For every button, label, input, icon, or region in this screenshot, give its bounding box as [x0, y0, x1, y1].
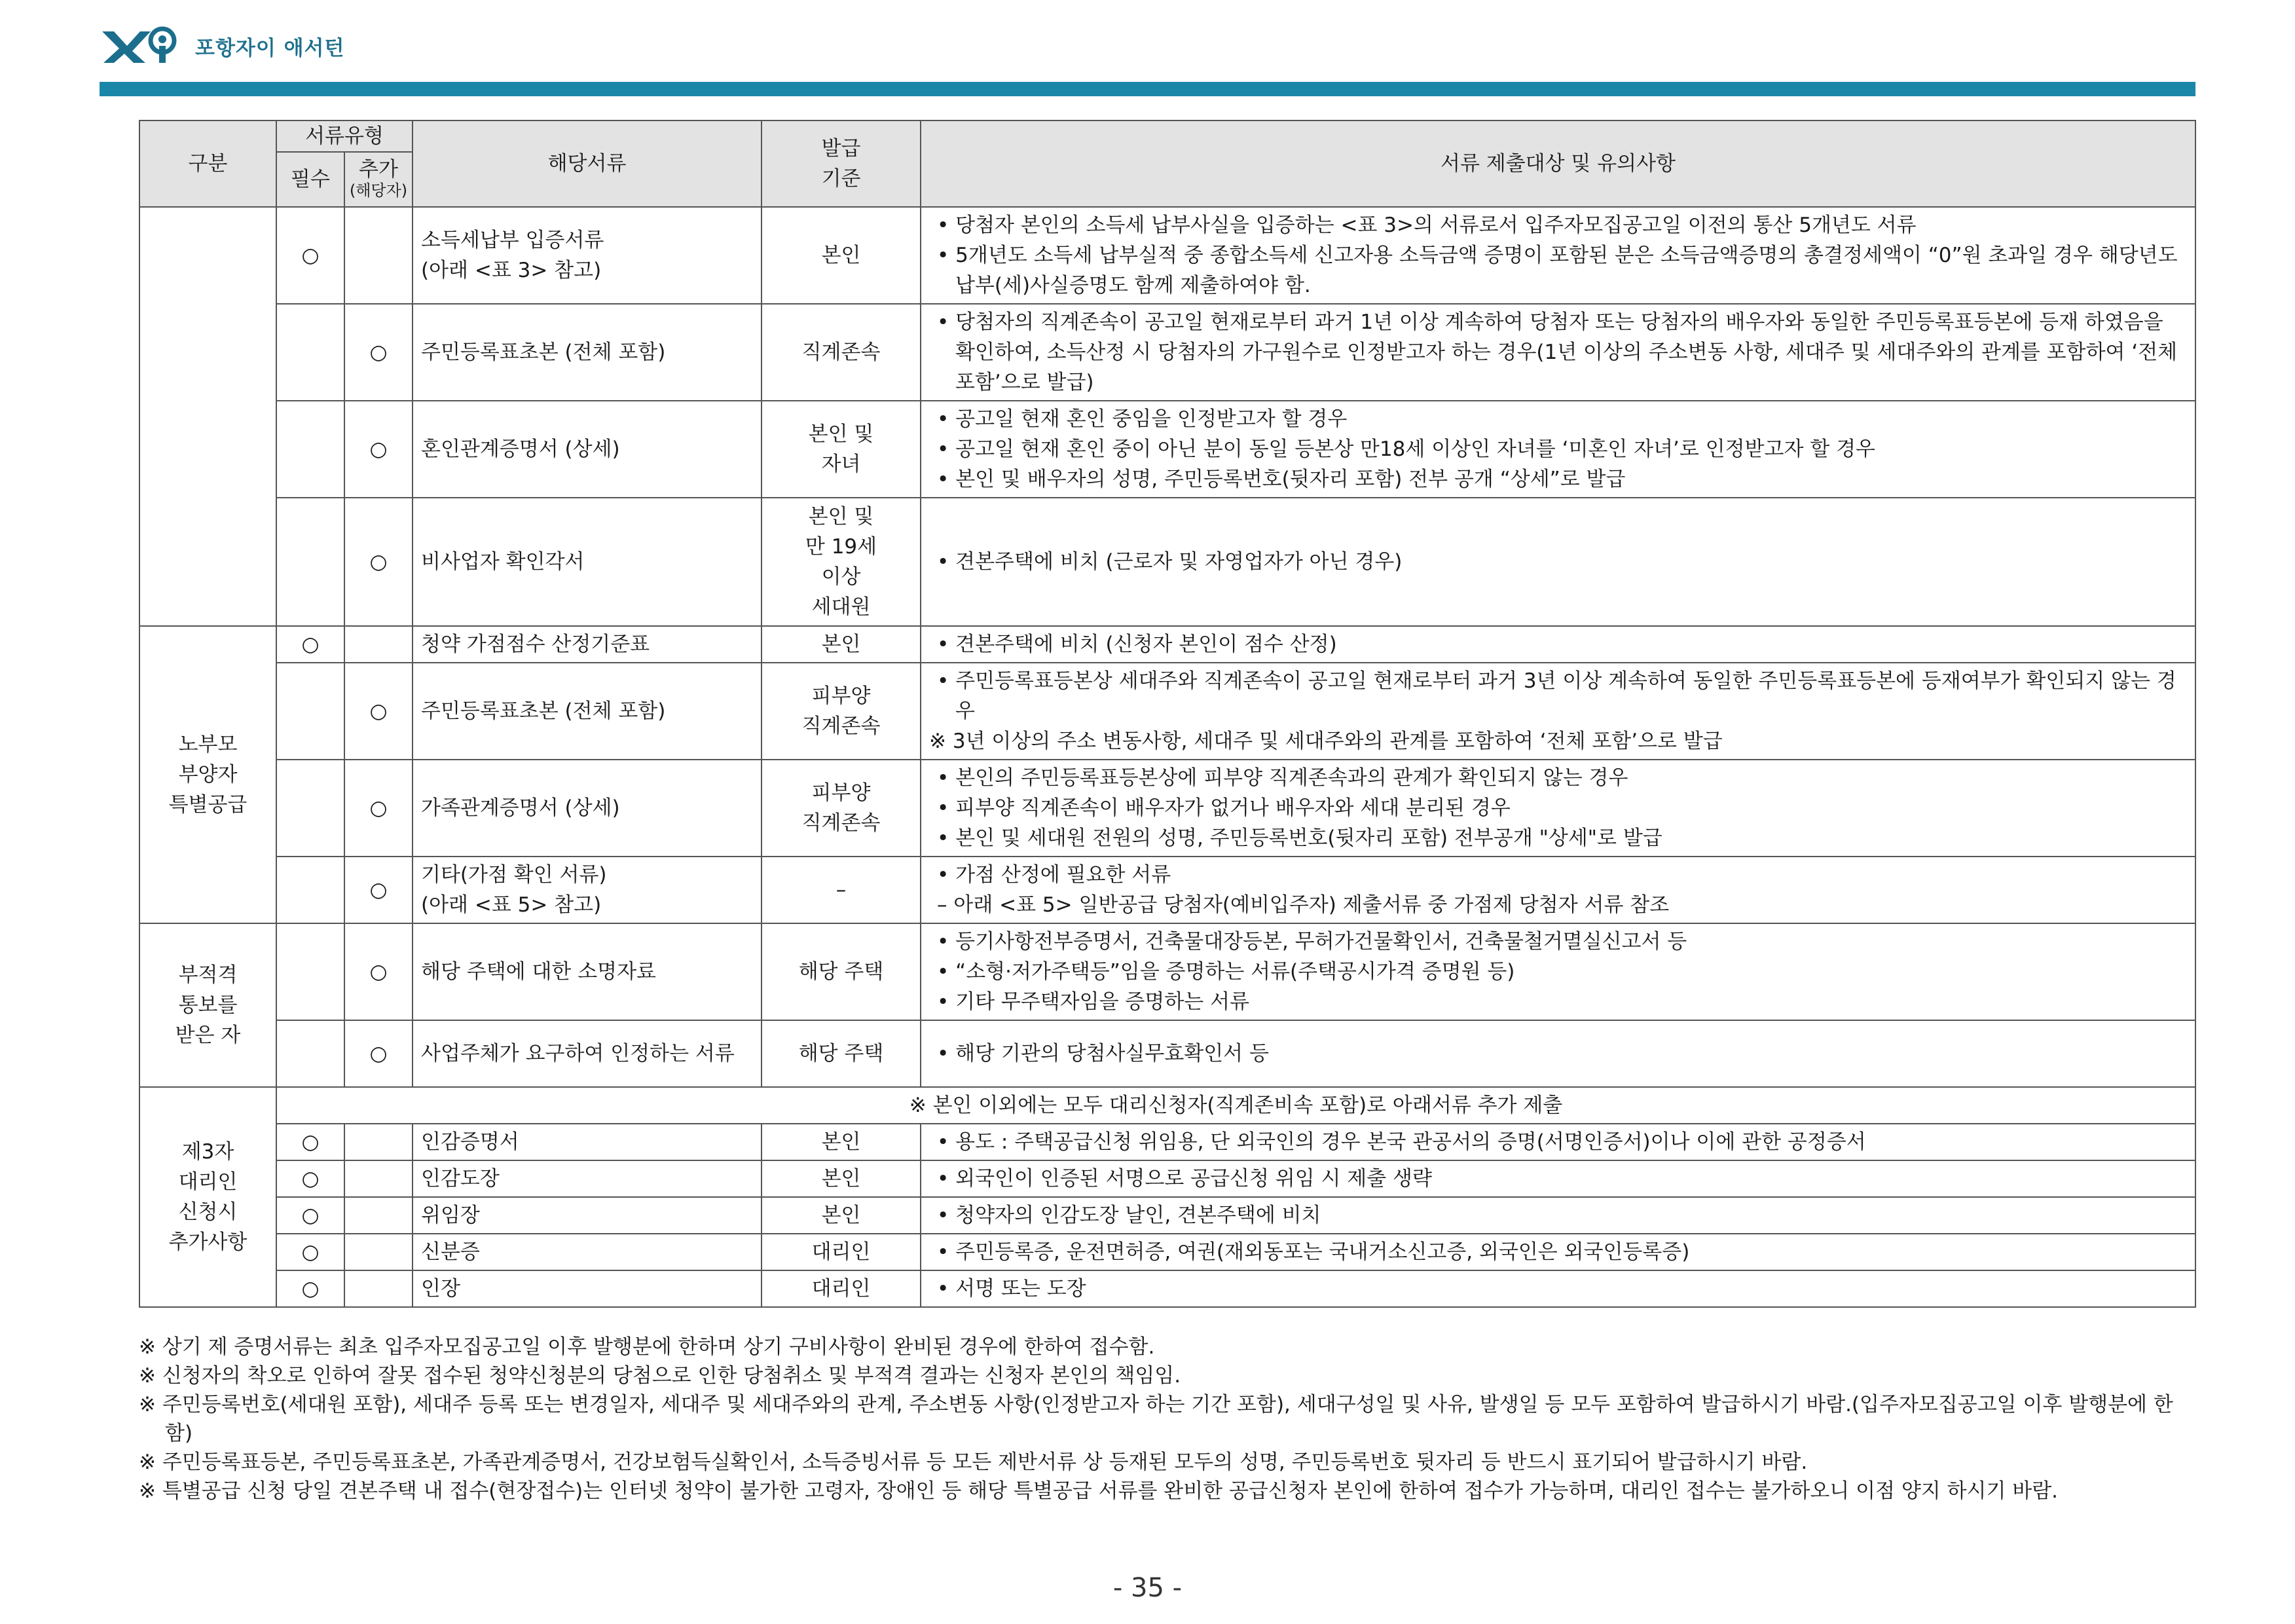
document-name: 해당 주택에 대한 소명자료	[413, 923, 762, 1020]
document-name: 청약 가점점수 산정기준표	[413, 626, 762, 663]
table-row	[139, 1234, 2195, 1270]
document-name: 주민등록표초본 (전체 포함)	[413, 663, 762, 760]
required-mark: ○	[276, 1197, 344, 1234]
document-name: 비사업자 확인각서	[413, 498, 762, 626]
required-mark-empty	[276, 923, 344, 1020]
issue-basis: 대리인	[762, 1270, 921, 1307]
xi-logo-icon	[100, 26, 178, 65]
table-row	[139, 207, 2195, 304]
brand-name: 포항자이 애서턴	[195, 36, 345, 60]
document-name: 인장	[413, 1270, 762, 1307]
page-header	[100, 20, 344, 72]
footnote: ※ 주민등록번호(세대원 포함), 세대주 등록 또는 변경일자, 세대주 및 세대주와의 관계, 주소변동 사항(인정받고자 하는 기간 포함), 세대구성일 및 사유, 발생일 등 모두 포함하여 발급하시기 바람.(입주자모집공고일 이후 발행분에 한함)	[139, 1390, 2195, 1448]
note-cell: • 견본주택에 비치 (근로자 및 자영업자가 아닌 경우)	[921, 498, 2195, 626]
document-name: 소득세납부 입증서류 (아래 <표 3> 참고)	[413, 207, 762, 304]
category-cell-empty	[139, 207, 276, 626]
additional-mark: ○	[344, 857, 413, 923]
header-documents: 해당서류	[413, 120, 762, 207]
required-mark-empty	[276, 1020, 344, 1087]
required-mark-empty	[276, 857, 344, 923]
table-row	[139, 1160, 2195, 1197]
required-mark: ○	[276, 1124, 344, 1160]
header-category: 구분	[139, 120, 276, 207]
document-name: 인감증명서	[413, 1124, 762, 1160]
footnote: ※ 주민등록표등본, 주민등록표초본, 가족관계증명서, 건강보험득실확인서, 소득증빙서류 등 모든 제반서류 상 등재된 모두의 성명, 주민등록번호 뒷자리 등 반드시 표기되어 발급하시기 바람.	[139, 1448, 2195, 1477]
required-mark: ○	[276, 1234, 344, 1270]
table-row	[139, 663, 2195, 760]
table-row	[139, 1020, 2195, 1087]
note-cell: • 용도 : 주택공급신청 위임용, 단 외국인의 경우 본국 관공서의 증명(서명인증서)이나 이에 관한 공정증서	[921, 1124, 2195, 1160]
required-mark-empty	[276, 401, 344, 498]
table-row	[139, 923, 2195, 1020]
table-row	[139, 304, 2195, 401]
required-mark-empty	[276, 663, 344, 760]
footnote: ※ 신청자의 착오로 인하여 잘못 접수된 청약신청분의 당첨으로 인한 당첨취소 및 부적격 결과는 신청자 본인의 책임임.	[139, 1361, 2195, 1390]
issue-basis: 피부양 직계존속	[762, 760, 921, 857]
note-cell: • 당첨자 본인의 소득세 납부사실을 입증하는 <표 3>의 서류로서 입주자모집공고일 이전의 통산 5개년도 서류 • 5개년도 소득세 납부실적 중 종합소득세 신고자용 소득금액 증명이 포함된 분은 소득금액증명의 총결정세액이 “0”원 초과일 경우 해당년도 납부(세)사실증명도 함께 제출하여야 함.	[921, 207, 2195, 304]
additional-mark: ○	[344, 923, 413, 1020]
required-mark: ○	[276, 207, 344, 304]
table-row	[139, 857, 2195, 923]
note-cell: • 당첨자의 직계존속이 공고일 현재로부터 과거 1년 이상 계속하여 당첨자 또는 당첨자의 배우자와 동일한 주민등록표등본에 등재 하였음을 확인하여, 소득산정 시 당첨자의 가구원수로 인정받고자 하는 경우(1년 이상의 주소변동 사항, 세대주 및 세대주와의 관계를 포함하여 ‘전체 포함’으로 발급)	[921, 304, 2195, 401]
additional-mark-empty	[344, 1270, 413, 1307]
table-row	[139, 1124, 2195, 1160]
document-name: 위임장	[413, 1197, 762, 1234]
additional-mark: ○	[344, 401, 413, 498]
table-row	[139, 760, 2195, 857]
additional-mark-empty	[344, 1124, 413, 1160]
issue-basis: 해당 주택	[762, 923, 921, 1020]
category-label: 부적격 통보를 받은 자	[139, 923, 276, 1087]
table-row	[139, 1197, 2195, 1234]
category-label: 제3자 대리인 신청시 추가사항	[139, 1087, 276, 1307]
additional-mark-empty	[344, 1160, 413, 1197]
footnotes	[139, 1333, 2195, 1505]
required-mark: ○	[276, 1270, 344, 1307]
header-issue-basis: 발급 기준	[762, 120, 921, 207]
document-table	[139, 120, 2196, 1308]
additional-mark: ○	[344, 1020, 413, 1087]
note-cell: • 공고일 현재 혼인 중임을 인정받고자 할 경우 • 공고일 현재 혼인 중이 아닌 분이 동일 등본상 만18세 이상인 자녀를 ‘미혼인 자녀’로 인정받고자 할 경우 • 본인 및 배우자의 성명, 주민등록번호(뒷자리 포함) 전부 공개 “상세”로 발급	[921, 401, 2195, 498]
table-row	[139, 1087, 2195, 1124]
footnote: ※ 상기 제 증명서류는 최초 입주자모집공고일 이후 발행분에 한하며 상기 구비사항이 완비된 경우에 한하여 접수함.	[139, 1333, 2195, 1361]
additional-mark: ○	[344, 760, 413, 857]
document-name: 기타(가점 확인 서류) (아래 <표 5> 참고)	[413, 857, 762, 923]
issue-basis: –	[762, 857, 921, 923]
issue-basis: 본인	[762, 626, 921, 663]
table-row	[139, 498, 2195, 626]
issue-basis: 본인	[762, 1124, 921, 1160]
document-name: 주민등록표초본 (전체 포함)	[413, 304, 762, 401]
table-row	[139, 626, 2195, 663]
issue-basis: 본인	[762, 1197, 921, 1234]
note-cell: • 외국인이 인증된 서명으로 공급신청 위임 시 제출 생략	[921, 1160, 2195, 1197]
table-row	[139, 1270, 2195, 1307]
issue-basis: 피부양 직계존속	[762, 663, 921, 760]
additional-mark-empty	[344, 626, 413, 663]
required-mark-empty	[276, 304, 344, 401]
additional-mark: ○	[344, 304, 413, 401]
header-bar	[100, 82, 2195, 96]
document-name: 사업주체가 요구하여 인정하는 서류	[413, 1020, 762, 1087]
header-doc-type: 서류유형	[276, 120, 413, 152]
note-cell: • 주민등록증, 운전면허증, 여권(재외동포는 국내거소신고증, 외국인은 외국인등록증)	[921, 1234, 2195, 1270]
issue-basis: 대리인	[762, 1234, 921, 1270]
table-row	[139, 401, 2195, 498]
header-additional: 추가 (해당자)	[344, 152, 413, 207]
page-number: - 35 -	[1112, 1573, 1183, 1603]
issue-basis: 본인	[762, 207, 921, 304]
note-cell: • 주민등록표등본상 세대주와 직계존속이 공고일 현재로부터 과거 3년 이상 계속하여 동일한 주민등록표등본에 등재여부가 확인되지 않는 경우 ※ 3년 이상의 주소 변동사항, 세대주 및 세대주와의 관계를 포함하여 ‘전체 포함’으로 발급	[921, 663, 2195, 760]
note-cell: • 가점 산정에 필요한 서류 – 아래 <표 5> 일반공급 당첨자(예비입주자) 제출서류 중 가점제 당첨자 서류 참조	[921, 857, 2195, 923]
additional-mark: ○	[344, 663, 413, 760]
additional-mark-empty	[344, 207, 413, 304]
issue-basis: 본인 및 만 19세 이상 세대원	[762, 498, 921, 626]
required-mark: ○	[276, 626, 344, 663]
note-cell: • 청약자의 인감도장 날인, 견본주택에 비치	[921, 1197, 2195, 1234]
note-cell: • 견본주택에 비치 (신청자 본인이 점수 산정)	[921, 626, 2195, 663]
note-cell: • 해당 기관의 당첨사실무효확인서 등	[921, 1020, 2195, 1087]
issue-basis: 직계존속	[762, 304, 921, 401]
document-name: 가족관계증명서 (상세)	[413, 760, 762, 857]
document-name: 인감도장	[413, 1160, 762, 1197]
issue-basis: 본인 및 자녀	[762, 401, 921, 498]
header-notes: 서류 제출대상 및 유의사항	[921, 120, 2195, 207]
note-cell: • 등기사항전부증명서, 건축물대장등본, 무허가건물확인서, 건축물철거멸실신고서 등 • “소형·저가주택등”임을 증명하는 서류(주택공시가격 증명원 등) • 기타 무주택자임을 증명하는 서류	[921, 923, 2195, 1020]
issue-basis: 해당 주택	[762, 1020, 921, 1087]
category-label: 노부모 부양자 특별공급	[139, 626, 276, 923]
footnote: ※ 특별공급 신청 당일 견본주택 내 접수(현장접수)는 인터넷 청약이 불가한 고령자, 장애인 등 해당 특별공급 서류를 완비한 공급신청자 본인에 한하여 접수가 가능하며, 대리인 접수는 불가하오니 이점 양지 하시기 바람.	[139, 1477, 2195, 1505]
document-name: 신분증	[413, 1234, 762, 1270]
additional-mark: ○	[344, 498, 413, 626]
required-mark: ○	[276, 1160, 344, 1197]
header-required: 필수	[276, 152, 344, 207]
required-mark-empty	[276, 498, 344, 626]
additional-mark-empty	[344, 1234, 413, 1270]
note-cell: • 본인의 주민등록표등본상에 피부양 직계존속과의 관계가 확인되지 않는 경우 • 피부양 직계존속이 배우자가 없거나 배우자와 세대 분리된 경우 • 본인 및 세대원 전원의 성명, 주민등록번호(뒷자리 포함) 전부공개 "상세"로 발급	[921, 760, 2195, 857]
xi-logo	[100, 26, 178, 65]
document-name: 혼인관계증명서 (상세)	[413, 401, 762, 498]
note-cell: • 서명 또는 도장	[921, 1270, 2195, 1307]
proxy-banner: ※ 본인 이외에는 모두 대리신청자(직계존비속 포함)로 아래서류 추가 제출	[276, 1087, 2195, 1124]
required-mark-empty	[276, 760, 344, 857]
issue-basis: 본인	[762, 1160, 921, 1197]
additional-mark-empty	[344, 1197, 413, 1234]
